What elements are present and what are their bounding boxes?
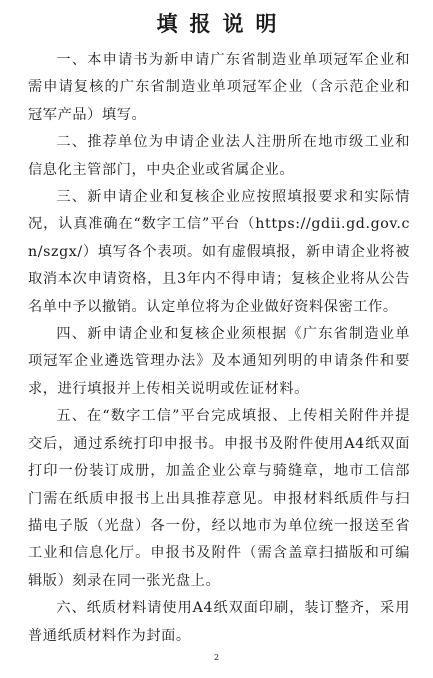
paragraph-5: 五、在“数字工信”平台完成填报、上传相关附件并提交后，通过系统打印申报书。申报书及附件使用A4纸双面打印一份装订成册，加盖企业公章与骑缝章，地市工信部门需在纸质申报书上出具推荐意见。申报材料纸质件与扫描电子版（光盘）各一份，经以地市为单位统一报送至省工业和信息化厅。申报书及附件（需含盖章扫描版和可编辑版）刻录在同一张光盘上。 [28,408,410,589]
instructions-body [28,47,410,650]
paragraph-2: 二、推荐单位为申请企业法人注册所在地市级工业和信息化主管部门，中央企业或省属企业。 [28,134,410,178]
page-number: 2 [213,653,220,662]
paragraph-1: 一、本申请书为新申请广东省制造业单项冠军企业和需申请复核的广东省制造业单项冠军企业（含示范企业和冠军产品）填写。 [28,52,410,123]
paragraph-3: 三、新申请企业和复核企业应按照填报要求和实际情况，认真准确在“数字工信”平台（https://gdii.gd.gov.cn/szgx/）填写各个表项。如有虚假填报，新申请企业将被取消本次申请资格，且3年内不得申请；复核企业将从公告名单中予以撤销。认定单位将为企业做好资料保密工作。 [28,189,410,315]
page-title: 填报说明 [156,11,289,36]
paragraph-4: 四、新申请企业和复核企业须根据《广东省制造业单项冠军企业遴选管理办法》及本通知列明的申请条件和要求，进行填报并上传相关说明或佐证材料。 [28,326,410,397]
paragraph-6: 六、纸质材料请使用A4纸双面印刷，装订整齐，采用普通纸质材料作为封面。 [28,600,410,644]
